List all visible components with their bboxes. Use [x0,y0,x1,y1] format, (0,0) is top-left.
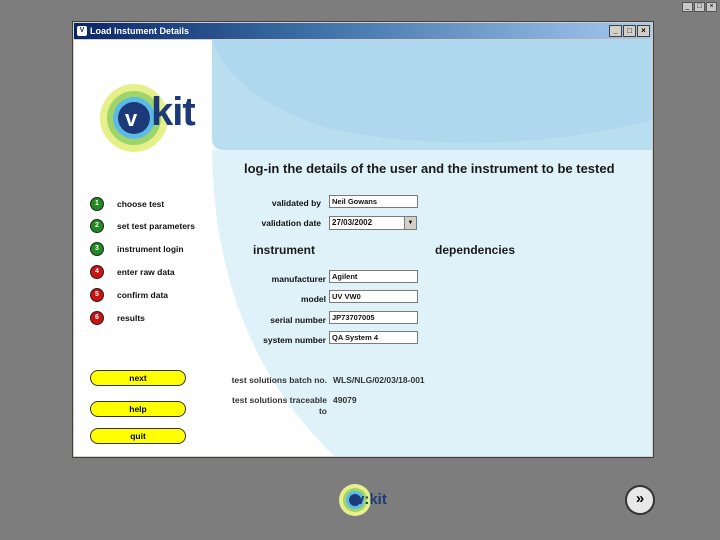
dependencies-section-title: dependencies [435,243,516,257]
maximize-button[interactable]: □ [623,25,636,37]
window-title: Load Instument Details [90,26,190,36]
window-content [74,40,652,456]
step-6-icon: 6 [90,311,104,325]
next-button[interactable]: next [90,370,186,386]
validation-date-label: validation date [261,218,321,228]
step-results[interactable] [90,310,145,326]
step-label: instrument login [117,244,184,254]
step-1-icon: 1 [90,197,104,211]
step-5-icon: 5 [90,288,104,302]
traceable-label: test solutions traceable [232,395,327,405]
validation-date-select[interactable] [329,216,417,230]
step-label: choose test [117,199,165,209]
system-number-field[interactable] [329,331,418,344]
desktop-maximize-button[interactable]: □ [694,2,705,12]
step-label: results [117,313,145,323]
bottom-logo-wordmark: v:kit [356,491,387,508]
step-label: confirm data [117,290,169,300]
logo-wordmark: kit [151,90,195,134]
load-instrument-window [72,21,654,458]
validation-date-value: 27/03/2002 [332,218,373,227]
step-3-icon: 3 [90,242,104,256]
serial-number-field[interactable] [329,311,418,324]
model-field[interactable] [329,290,418,303]
step-confirm-data[interactable] [90,287,168,303]
desktop-minimize-button[interactable]: _ [682,2,693,12]
model-label: model [300,294,326,304]
traceable-label-continued: to [318,406,327,416]
step-set-test-parameters[interactable] [90,218,195,234]
forward-arrow-button[interactable]: » [625,485,655,515]
system-number-label: system number [263,335,326,345]
desktop-close-button[interactable]: × [706,2,717,12]
step-enter-raw-data[interactable] [90,264,175,280]
step-2-icon: 2 [90,219,104,233]
step-label: enter raw data [117,267,175,277]
dropdown-arrow-icon[interactable]: ▼ [404,217,416,229]
step-choose-test[interactable] [90,196,164,212]
serial-number-label: serial number [270,315,326,325]
step-4-icon: 4 [90,265,104,279]
app-icon: V [77,26,87,36]
window-titlebar[interactable] [74,23,652,39]
manufacturer-label: manufacturer [271,274,326,284]
batch-number-label: test solutions batch no. [231,375,327,385]
validated-by-label: validated by [271,198,321,208]
traceable-value: 49079 [333,395,357,405]
close-button[interactable]: × [637,25,650,37]
batch-number-value: WLS/NLG/02/03/18-001 [333,375,425,385]
page-heading: log-in the details of the user and the instrument to be tested [244,161,615,176]
instrument-section-title: instrument [253,243,316,257]
step-label: set test parameters [117,221,195,231]
validated-by-field[interactable] [329,195,418,208]
minimize-button[interactable]: _ [609,25,622,37]
svg-text:v: v [125,106,138,131]
step-instrument-login[interactable] [90,241,184,257]
help-button[interactable]: help [90,401,186,417]
desktop-window-controls [682,2,717,12]
quit-button[interactable]: quit [90,428,186,444]
manufacturer-field[interactable] [329,270,418,283]
